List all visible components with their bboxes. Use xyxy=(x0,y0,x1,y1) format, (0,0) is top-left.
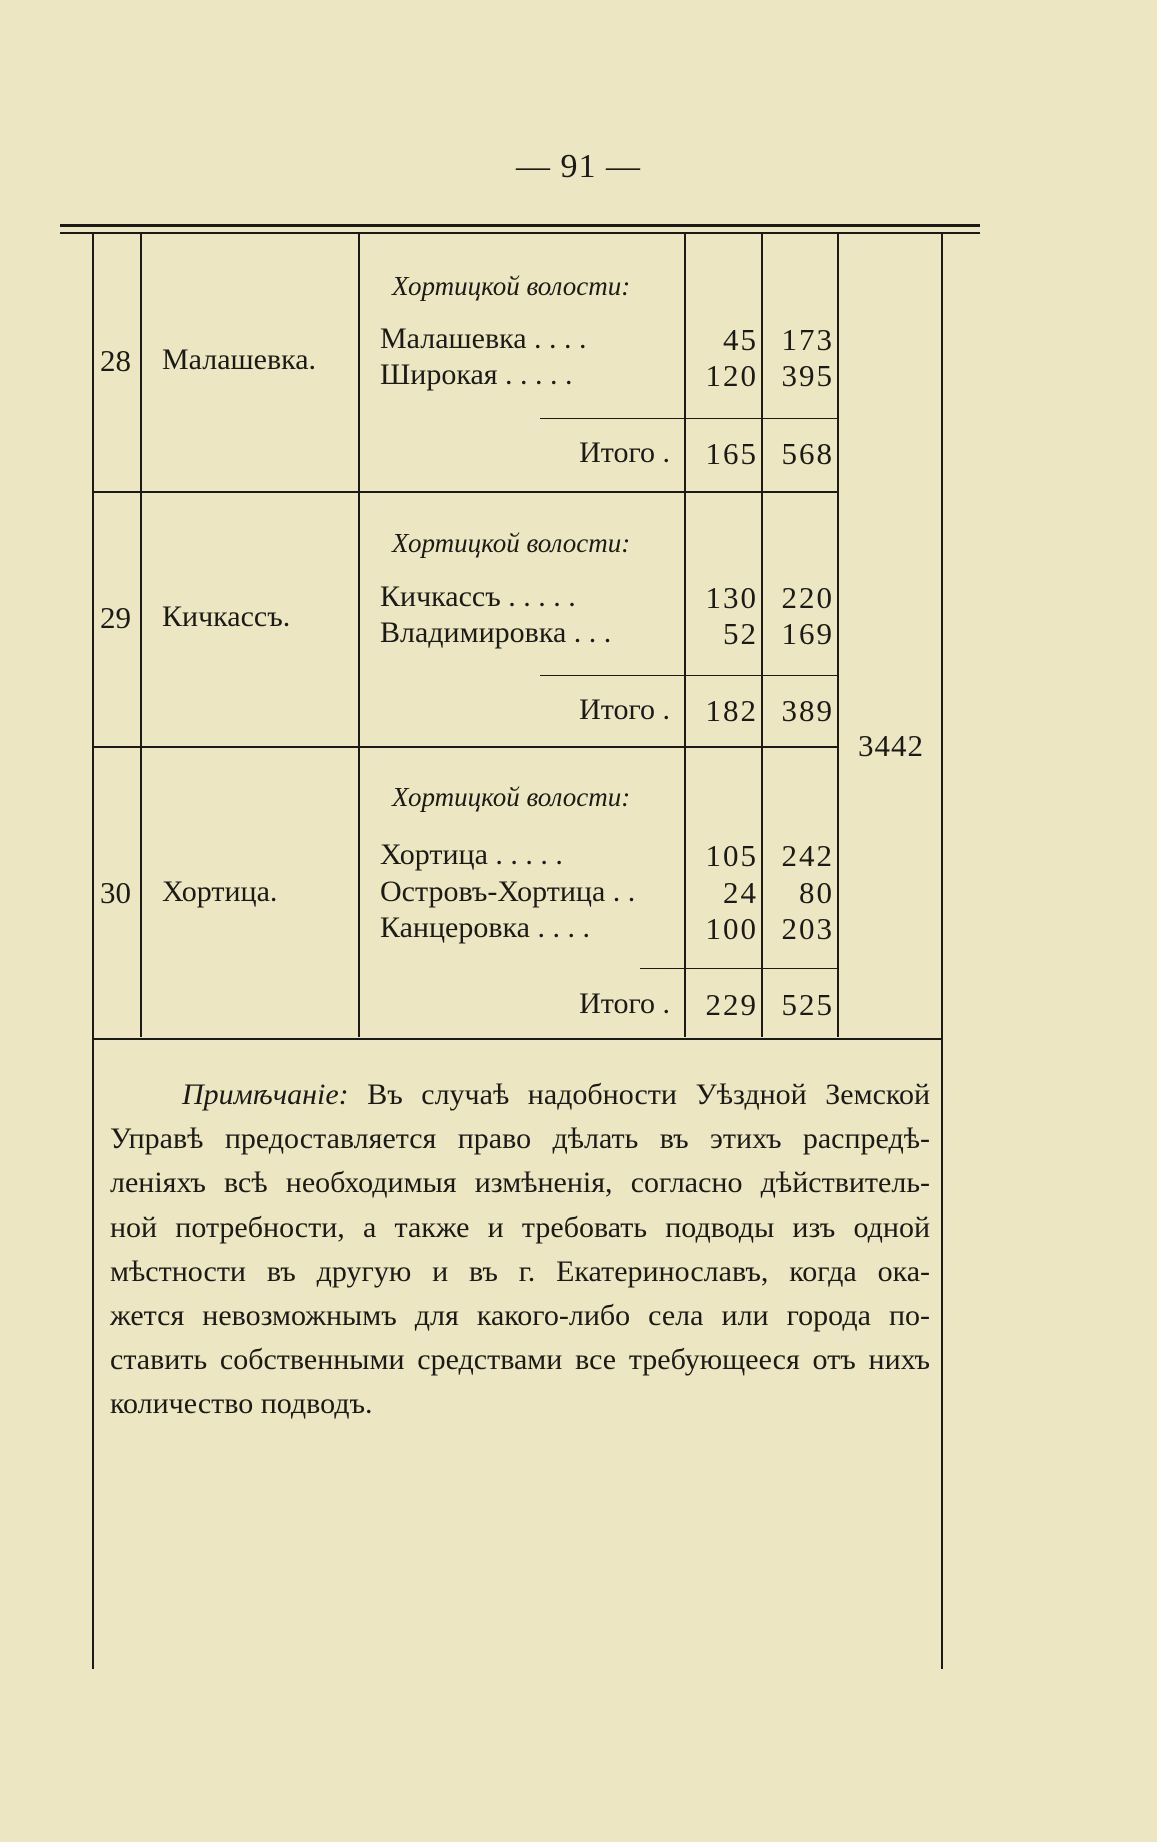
value-a: 105 xyxy=(705,838,758,873)
note-line: количество подводъ. xyxy=(110,1387,373,1421)
subtotal-rule xyxy=(540,418,837,419)
village-name: Островъ-Хортица . . xyxy=(380,875,636,908)
value-b: 242 xyxy=(781,838,834,873)
col-divider-b xyxy=(837,234,839,1037)
value-b: 203 xyxy=(781,911,834,946)
volost-header: Хортицкой волости: xyxy=(392,271,631,301)
settlement-name: Малашевка. xyxy=(162,343,317,376)
table-right-border xyxy=(941,234,943,1669)
note-text: Въ случаѣ надобности Уѣздной Земской xyxy=(367,1078,930,1111)
value-b: 80 xyxy=(799,875,834,910)
note-line: ной потребности, а также и требовать подводы изъ одной xyxy=(110,1210,930,1244)
page-number: — 91 — xyxy=(516,148,641,185)
note-line: ставить собственными средствами все требующееся отъ нихъ xyxy=(110,1343,930,1377)
value-a: 130 xyxy=(705,580,758,615)
total-label: Итого . xyxy=(579,987,670,1020)
village-name: Малашевка . . . . xyxy=(380,322,587,355)
row-number: 30 xyxy=(100,875,131,910)
total-a: 182 xyxy=(705,693,758,728)
top-rule-thin xyxy=(60,232,980,234)
total-label: Итого . xyxy=(579,436,670,469)
row-separator xyxy=(92,746,837,748)
value-a: 120 xyxy=(705,358,758,393)
village-name: Широкая . . . . . xyxy=(380,358,573,391)
village-name: Хортица . . . . . xyxy=(380,838,563,871)
value-b: 395 xyxy=(781,358,834,393)
village-name: Кичкассъ . . . . . xyxy=(380,580,576,613)
value-a: 24 xyxy=(723,875,758,910)
settlement-name: Хортица. xyxy=(162,875,278,908)
note-paragraph xyxy=(110,1073,930,1427)
value-a: 100 xyxy=(705,911,758,946)
grand-total: 3442 xyxy=(858,728,924,763)
total-b: 568 xyxy=(781,436,834,471)
col-divider-name xyxy=(358,234,360,1037)
table-bottom-rule xyxy=(92,1038,941,1040)
total-a: 165 xyxy=(705,436,758,471)
row-number: 29 xyxy=(100,600,131,635)
total-label: Итого . xyxy=(579,693,670,726)
subtotal-rule xyxy=(640,968,837,969)
total-b: 389 xyxy=(781,693,834,728)
value-b: 220 xyxy=(781,580,834,615)
note-line xyxy=(110,1073,930,1117)
row-separator xyxy=(92,491,837,493)
subtotal-rule xyxy=(540,675,837,676)
value-b: 169 xyxy=(781,616,834,651)
note-line: мѣстности въ другую и въ г. Екатеринославъ, когда ока- xyxy=(110,1254,930,1288)
total-b: 525 xyxy=(781,987,834,1022)
total-a: 229 xyxy=(705,987,758,1022)
value-a: 45 xyxy=(723,322,758,357)
top-rule xyxy=(60,224,980,227)
village-name: Владимировка . . . xyxy=(380,616,612,649)
village-name: Канцеровка . . . . xyxy=(380,911,590,944)
col-divider-no xyxy=(140,234,142,1037)
note-label: Примѣчаніе: xyxy=(182,1078,349,1111)
table-left-border xyxy=(92,234,94,1669)
volost-header: Хортицкой волости: xyxy=(392,528,631,558)
row-number: 28 xyxy=(100,343,131,378)
settlement-name: Кичкассъ. xyxy=(162,600,291,633)
note-line: жется невозможнымъ для какого-либо села или города по- xyxy=(110,1299,930,1333)
value-b: 173 xyxy=(781,322,834,357)
volost-header: Хортицкой волости: xyxy=(392,782,631,812)
note-line: Управѣ предоставляется право дѣлать въ этихъ распредѣ- xyxy=(110,1122,930,1156)
note-line: леніяхъ всѣ необходимыя измѣненія, согласно дѣйствитель- xyxy=(110,1166,930,1200)
value-a: 52 xyxy=(723,616,758,651)
